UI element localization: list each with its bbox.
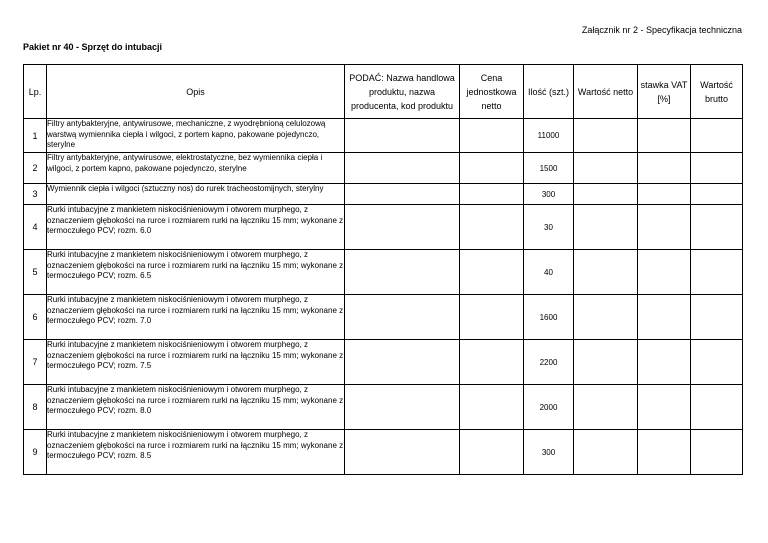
table-row <box>24 184 743 205</box>
row-vat-cell[interactable] <box>638 295 691 340</box>
row-unit-price-cell[interactable] <box>460 184 524 205</box>
table-row <box>24 250 743 295</box>
table-row <box>24 295 743 340</box>
row-description: Rurki intubacyjne z mankietem niskociśnieniowym i otworem murphego, z oznaczeniem głębokości na rurce i rozmiarem rurki na łączniku 15 mm; wykonane z termoczułego PCV; rozm. 6.5 <box>47 250 345 295</box>
row-quantity: 30 <box>524 205 574 250</box>
table-row <box>24 205 743 250</box>
row-quantity: 2200 <box>524 340 574 385</box>
row-description: Filtry antybakteryjne, antywirusowe, mechaniczne, z wyodrębnioną celulozową warstwą wymiennika ciepła i wilgoci, z portem kapno, pakowane pojedynczo, sterylne <box>47 119 345 153</box>
row-gross-value-cell[interactable] <box>691 205 743 250</box>
row-vat-cell[interactable] <box>638 340 691 385</box>
row-vat-cell[interactable] <box>638 205 691 250</box>
row-quantity: 40 <box>524 250 574 295</box>
row-gross-value-cell[interactable] <box>691 340 743 385</box>
row-quantity: 1600 <box>524 295 574 340</box>
table-row <box>24 430 743 475</box>
row-product-name-cell[interactable] <box>345 385 460 430</box>
row-product-name-cell[interactable] <box>345 295 460 340</box>
row-product-name-cell[interactable] <box>345 205 460 250</box>
row-quantity: 2000 <box>524 385 574 430</box>
row-net-value-cell[interactable] <box>574 184 638 205</box>
table-row <box>24 119 743 153</box>
row-product-name-cell[interactable] <box>345 184 460 205</box>
row-vat-cell[interactable] <box>638 119 691 153</box>
row-quantity: 300 <box>524 184 574 205</box>
row-gross-value-cell[interactable] <box>691 119 743 153</box>
table-row <box>24 340 743 385</box>
row-lp: 1 <box>24 119 47 153</box>
row-unit-price-cell[interactable] <box>460 119 524 153</box>
row-unit-price-cell[interactable] <box>460 340 524 385</box>
row-quantity: 300 <box>524 430 574 475</box>
row-lp: 7 <box>24 340 47 385</box>
row-description: Rurki intubacyjne z mankietem niskociśnieniowym i otworem murphego, z oznaczeniem głębokości na rurce i rozmiarem rurki na łączniku 15 mm; wykonane z termoczułego PCV; rozm. 8.0 <box>47 385 345 430</box>
row-net-value-cell[interactable] <box>574 340 638 385</box>
row-product-name-cell[interactable] <box>345 340 460 385</box>
row-lp: 2 <box>24 153 47 184</box>
col-header-lp: Lp. <box>24 65 47 119</box>
row-lp: 8 <box>24 385 47 430</box>
row-net-value-cell[interactable] <box>574 250 638 295</box>
table-body <box>24 119 743 475</box>
row-lp: 9 <box>24 430 47 475</box>
row-lp: 3 <box>24 184 47 205</box>
row-gross-value-cell[interactable] <box>691 295 743 340</box>
row-vat-cell[interactable] <box>638 184 691 205</box>
row-gross-value-cell[interactable] <box>691 430 743 475</box>
row-product-name-cell[interactable] <box>345 153 460 184</box>
row-lp: 6 <box>24 295 47 340</box>
specification-table <box>23 64 743 475</box>
table-row <box>24 153 743 184</box>
header-row <box>24 65 743 119</box>
col-header-cena: Cena jednostkowa netto <box>460 65 524 119</box>
row-unit-price-cell[interactable] <box>460 295 524 340</box>
row-gross-value-cell[interactable] <box>691 153 743 184</box>
row-gross-value-cell[interactable] <box>691 184 743 205</box>
row-unit-price-cell[interactable] <box>460 250 524 295</box>
row-quantity: 1500 <box>524 153 574 184</box>
row-net-value-cell[interactable] <box>574 295 638 340</box>
row-vat-cell[interactable] <box>638 153 691 184</box>
row-description: Rurki intubacyjne z mankietem niskociśnieniowym i otworem murphego, z oznaczeniem głębokości na rurce i rozmiarem rurki na łączniku 15 mm; wykonane z termoczułego PCV; rozm. 7.5 <box>47 340 345 385</box>
row-description: Rurki intubacyjne z mankietem niskociśnieniowym i otworem murphego, z oznaczeniem głębokości na rurce i rozmiarem rurki na łączniku 15 mm; wykonane z termoczułego PCV; rozm. 8.5 <box>47 430 345 475</box>
row-product-name-cell[interactable] <box>345 119 460 153</box>
row-description: Rurki intubacyjne z mankietem niskociśnieniowym i otworem murphego, z oznaczeniem głębokości na rurce i rozmiarem rurki na łączniku 15 mm; wykonane z termoczułego PCV; rozm. 6.0 <box>47 205 345 250</box>
row-lp: 5 <box>24 250 47 295</box>
row-net-value-cell[interactable] <box>574 153 638 184</box>
row-description: Rurki intubacyjne z mankietem niskociśnieniowym i otworem murphego, z oznaczeniem głębokości na rurce i rozmiarem rurki na łączniku 15 mm; wykonane z termoczułego PCV; rozm. 7.0 <box>47 295 345 340</box>
row-unit-price-cell[interactable] <box>460 205 524 250</box>
row-product-name-cell[interactable] <box>345 250 460 295</box>
row-unit-price-cell[interactable] <box>460 153 524 184</box>
col-header-opis: Opis <box>47 65 345 119</box>
row-net-value-cell[interactable] <box>574 430 638 475</box>
row-unit-price-cell[interactable] <box>460 430 524 475</box>
row-net-value-cell[interactable] <box>574 205 638 250</box>
col-header-podac: PODAĆ: Nazwa handlowa produktu, nazwa producenta, kod produktu <box>345 65 460 119</box>
row-description: Filtry antybakteryjne, antywirusowe, elektrostatyczne, bez wymiennika ciepła i wilgoci, z portem kapno, pakowane pojedynczo, sterylne <box>47 153 345 184</box>
col-header-vat: stawka VAT [%] <box>638 65 691 119</box>
col-header-wartosc-netto: Wartość netto <box>574 65 638 119</box>
annex-title: Załącznik nr 2 - Specyfikacja techniczna <box>581 25 742 35</box>
row-gross-value-cell[interactable] <box>691 250 743 295</box>
col-header-brutto: Wartość brutto <box>691 65 743 119</box>
row-net-value-cell[interactable] <box>574 385 638 430</box>
row-unit-price-cell[interactable] <box>460 385 524 430</box>
row-lp: 4 <box>24 205 47 250</box>
col-header-ilosc: Ilość (szt.) <box>524 65 574 119</box>
row-net-value-cell[interactable] <box>574 119 638 153</box>
row-vat-cell[interactable] <box>638 385 691 430</box>
row-vat-cell[interactable] <box>638 250 691 295</box>
row-description: Wymiennik ciepła i wilgoci (sztuczny nos) do rurek tracheostomijnych, sterylny <box>47 184 345 205</box>
row-product-name-cell[interactable] <box>345 430 460 475</box>
row-quantity: 11000 <box>524 119 574 153</box>
row-gross-value-cell[interactable] <box>691 385 743 430</box>
row-vat-cell[interactable] <box>638 430 691 475</box>
table-row <box>24 385 743 430</box>
package-title: Pakiet nr 40 - Sprzęt do intubacji <box>23 42 163 52</box>
